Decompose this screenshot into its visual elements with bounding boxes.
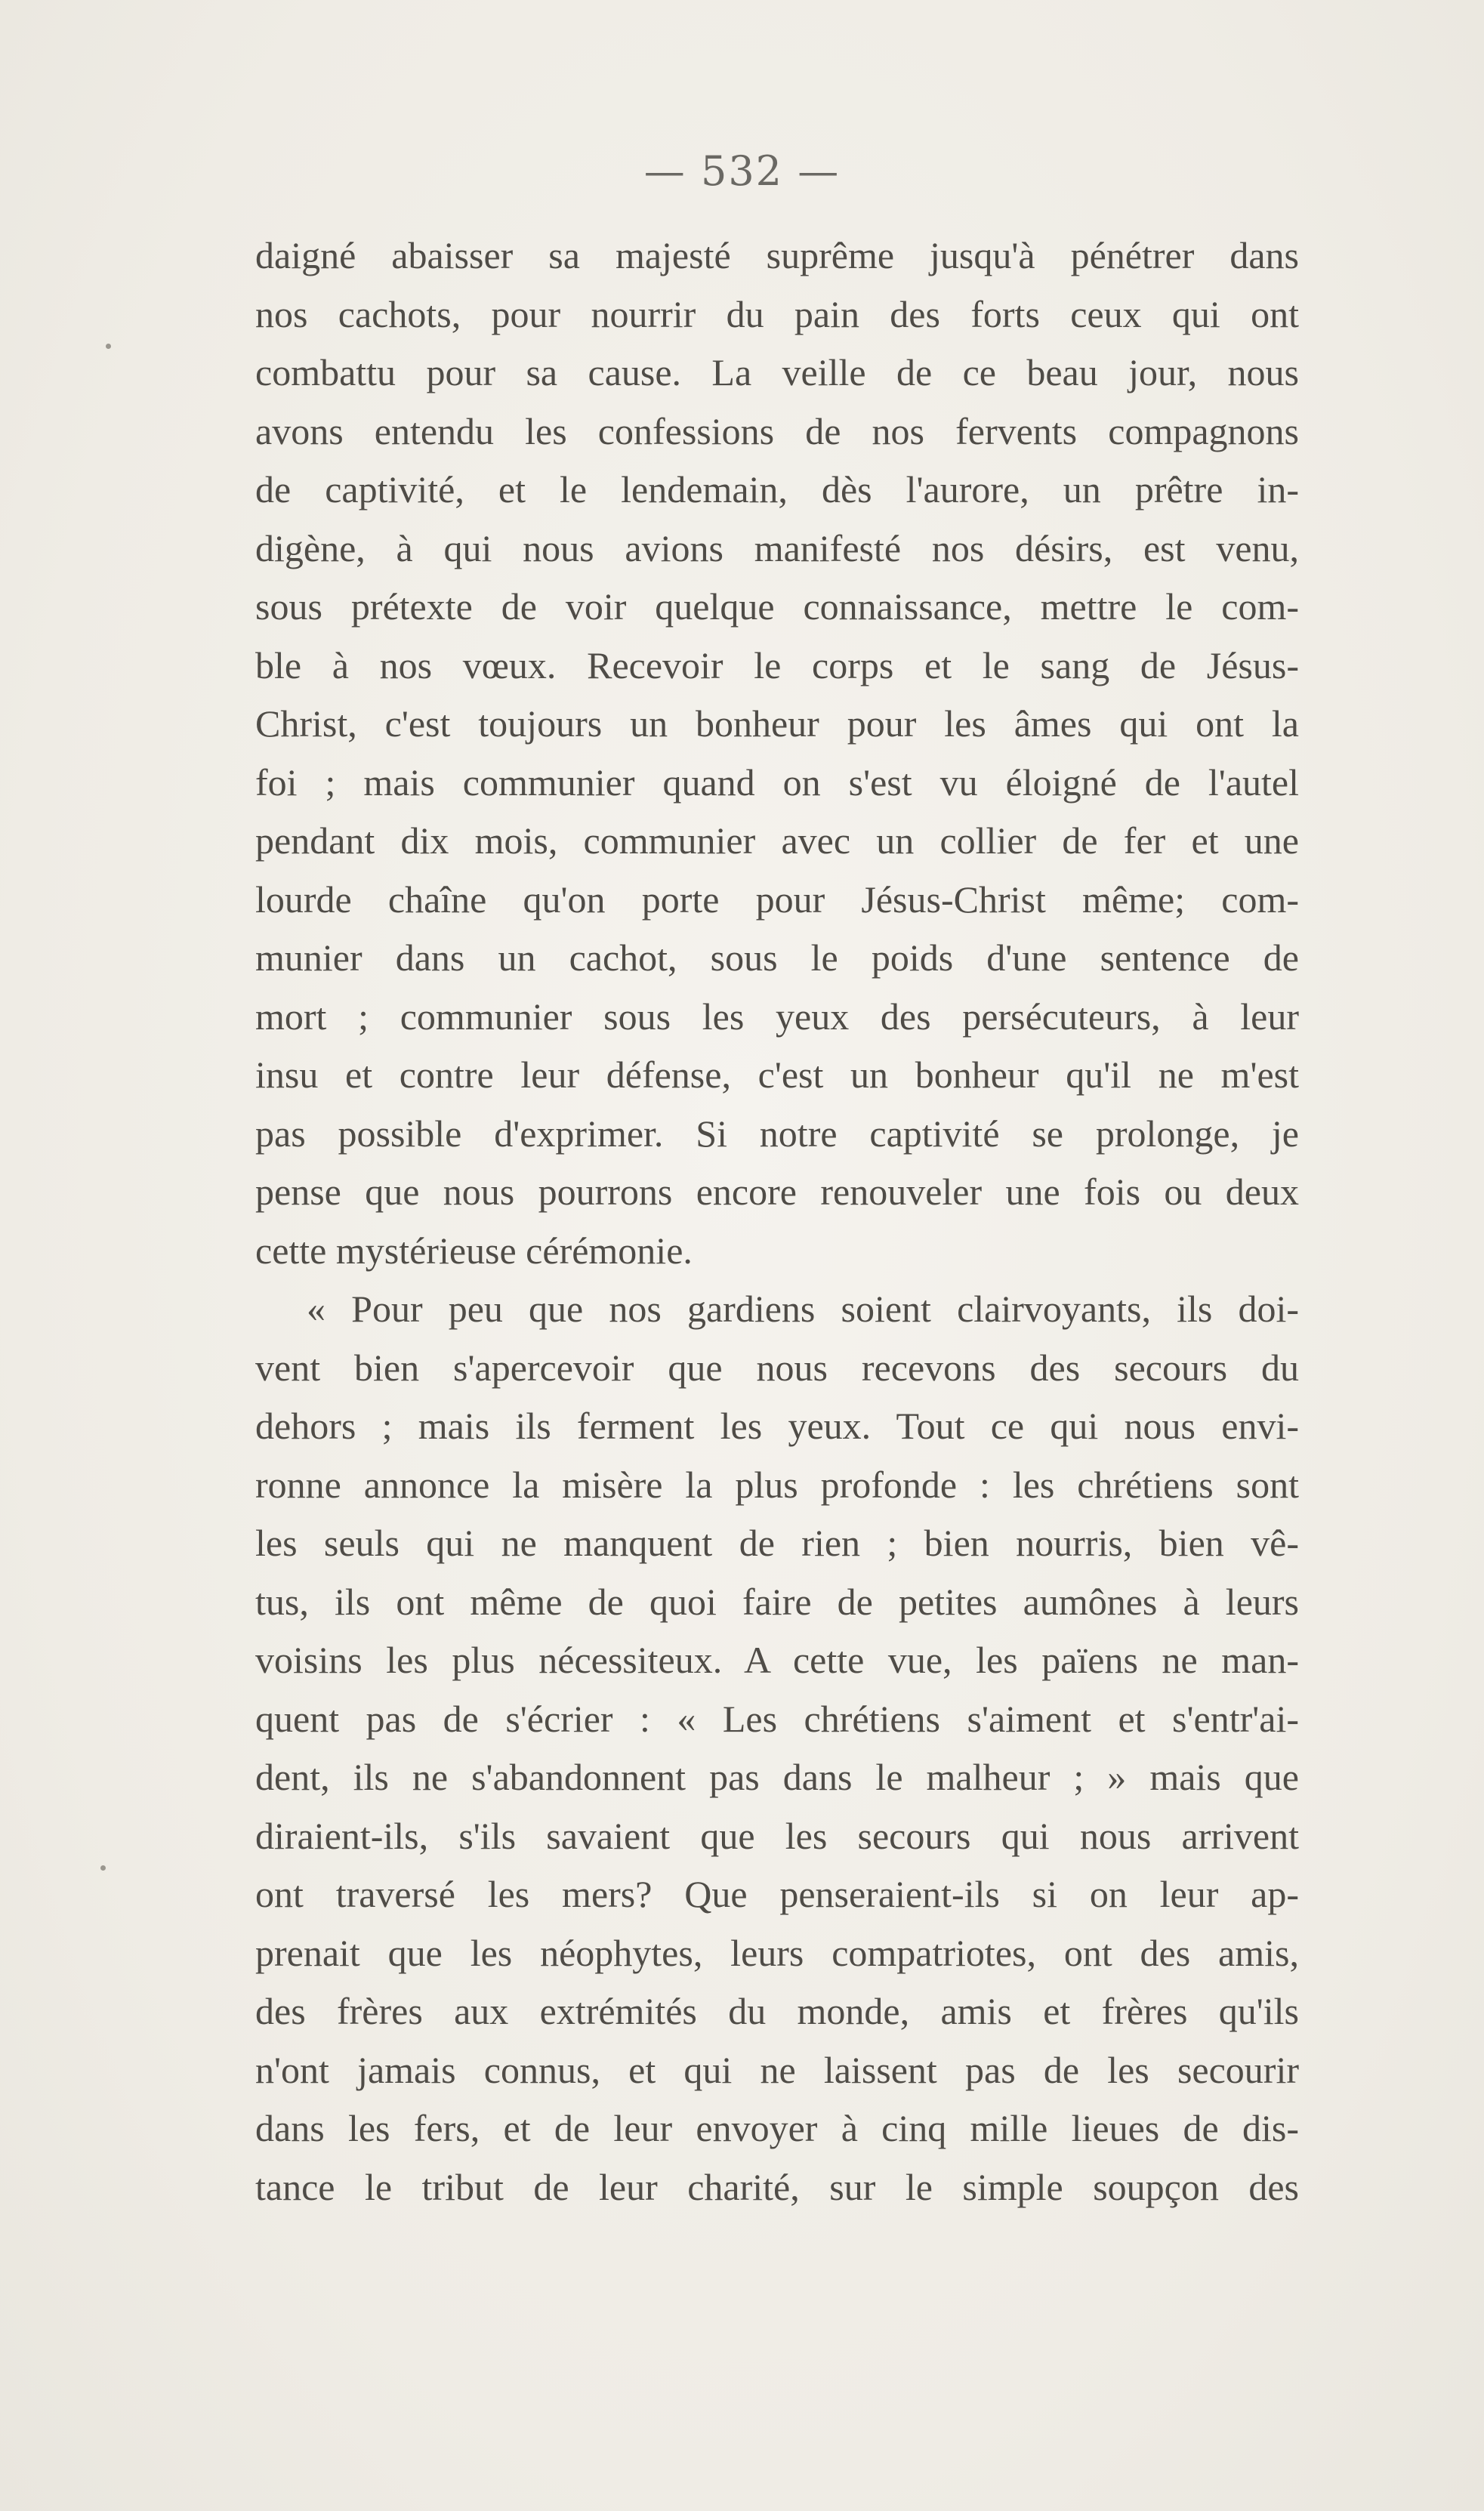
text-line: mort ; communier sous les yeux des persécuteurs, à leur <box>255 995 1299 1038</box>
text-line: digène, à qui nous avions manifesté nos désirs, est venu, <box>255 526 1299 569</box>
text-line: avons entendu les confessions de nos fervents compagnons <box>255 409 1299 452</box>
text-line: diraient-ils, s'ils savaient que les secours qui nous arrivent <box>255 1814 1299 1857</box>
text-line: Christ, c'est toujours un bonheur pour les âmes qui ont la <box>255 702 1299 745</box>
text-line: voisins les plus nécessiteux. A cette vue, les païens ne man- <box>255 1639 1299 1681</box>
text-line: pas possible d'exprimer. Si notre captivité se prolonge, je <box>255 1112 1299 1155</box>
paragraph-last-line: cette mystérieuse cérémonie. <box>255 1229 693 1272</box>
text-line: de captivité, et le lendemain, dès l'aurore, un prêtre in- <box>255 468 1299 511</box>
text-line: nos cachots, pour nourrir du pain des forts ceux qui ont <box>255 292 1299 335</box>
text-line: foi ; mais communier quand on s'est vu éloigné de l'autel <box>255 760 1299 804</box>
text-line: n'ont jamais connus, et qui ne laissent pas de les secourir <box>255 2048 1299 2091</box>
paragraph-first-line: « Pour peu que nos gardiens soient clairvoyants, ils doi- <box>307 1288 1299 1330</box>
text-line: dent, ils ne s'abandonnent pas dans le malheur ; » mais que <box>255 1756 1299 1798</box>
text-line: daigné abaisser sa majesté suprême jusqu'à pénétrer dans <box>255 234 1299 276</box>
text-line: les seuls qui ne manquent de rien ; bien nourris, bien vê- <box>255 1522 1299 1564</box>
text-line: quent pas de s'écrier : « Les chrétiens s'aiment et s'entr'ai- <box>255 1697 1299 1740</box>
text-line: pense que nous pourrons encore renouveler une fois ou deux <box>255 1171 1299 1213</box>
text-line: insu et contre leur défense, c'est un bonheur qu'il ne m'est <box>255 1053 1299 1096</box>
page-number: — 532 — <box>643 147 841 195</box>
text-line: lourde chaîne qu'on porte pour Jésus-Christ même; com- <box>255 878 1299 921</box>
text-line: ont traversé les mers? Que penseraient-ils si on leur ap- <box>255 1873 1299 1915</box>
body-text <box>255 227 1299 2216</box>
text-line: ronne annonce la misère la plus profonde : les chrétiens sont <box>255 1463 1299 1506</box>
paper-speck <box>106 344 111 349</box>
text-line: des frères aux extrémités du monde, amis et frères qu'ils <box>255 1990 1299 2032</box>
text-line: dans les fers, et de leur envoyer à cinq mille lieues de dis- <box>255 2107 1299 2149</box>
text-line: ble à nos vœux. Recevoir le corps et le sang de Jésus- <box>255 643 1299 686</box>
text-line: tus, ils ont même de quoi faire de petites aumônes à leurs <box>255 1580 1299 1623</box>
text-line: munier dans un cachot, sous le poids d'une sentence de <box>255 936 1299 979</box>
text-line: prenait que les néophytes, leurs compatriotes, ont des amis, <box>255 1931 1299 1974</box>
text-line: tance le tribut de leur charité, sur le simple soupçon des <box>255 2165 1299 2208</box>
paper-speck <box>100 1865 106 1871</box>
text-line: pendant dix mois, communier avec un collier de fer et une <box>255 819 1299 862</box>
text-line: dehors ; mais ils ferment les yeux. Tout ce qui nous envi- <box>255 1405 1299 1447</box>
text-line: sous prétexte de voir quelque connaissance, mettre le com- <box>255 585 1299 628</box>
text-line: combattu pour sa cause. La veille de ce beau jour, nous <box>255 351 1299 393</box>
text-line: vent bien s'apercevoir que nous recevons des secours du <box>255 1346 1299 1389</box>
